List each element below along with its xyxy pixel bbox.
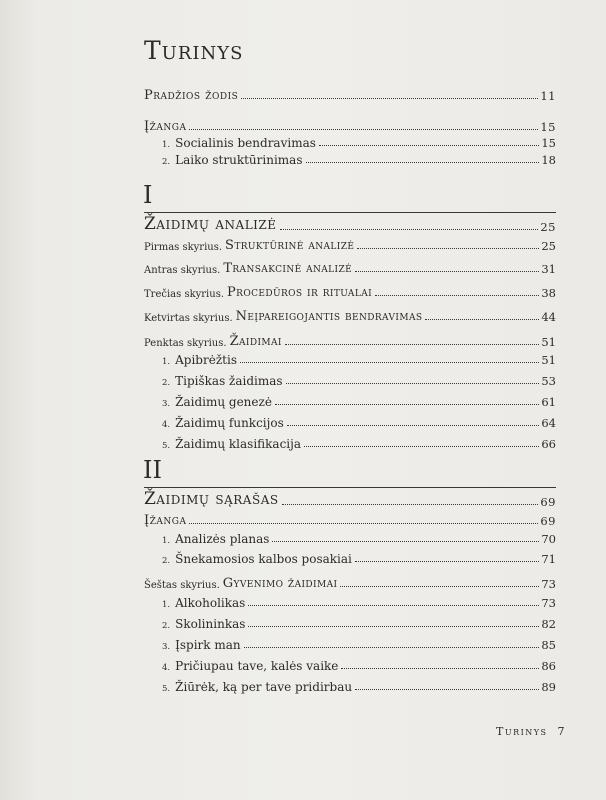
toc-subentry	[162, 374, 556, 388]
toc-entry-title: Skolininkas	[175, 617, 246, 631]
toc-subentry-number: 4.	[162, 420, 171, 430]
toc-subentry-number: 3.	[162, 642, 171, 652]
leader-dots	[319, 144, 539, 146]
leader-dots	[240, 361, 539, 363]
toc-entry-title: Įžanga	[144, 513, 187, 528]
chapter-title: Žaidimai	[229, 334, 282, 349]
toc-subentry-number: 2.	[162, 157, 171, 167]
toc-entry-page: 51	[541, 353, 556, 367]
toc-entry-title: Pričiupau tave, kalės vaike	[175, 659, 339, 673]
leader-dots	[355, 688, 539, 690]
toc-chapter	[144, 285, 556, 300]
leader-dots	[282, 503, 539, 505]
leader-dots	[340, 585, 539, 587]
toc-entry-title: Įspirk man	[175, 638, 241, 652]
chapter-prefix: Šeštas skyrius.	[144, 580, 220, 591]
leader-dots	[304, 445, 539, 447]
toc-entry-page: 89	[541, 680, 556, 694]
toc-entry-page: 25	[541, 239, 556, 253]
part-title: Žaidimų sąrašas	[144, 489, 279, 509]
toc-subentry-number: 5.	[162, 441, 171, 451]
toc-entry-page: 38	[541, 286, 556, 300]
chapter-title: Gyvenimo žaidimai	[222, 576, 338, 591]
leader-dots	[355, 560, 539, 562]
leader-dots	[355, 270, 539, 272]
toc-entry-title: Alkoholikas	[175, 596, 246, 610]
chapter-title: Struktūrinė analizė	[225, 238, 355, 253]
leader-dots	[189, 522, 538, 524]
toc-subentry	[162, 353, 556, 367]
chapter-prefix: Pirmas skyrius.	[144, 242, 223, 253]
leader-dots	[248, 604, 539, 606]
toc-subentry-number: 1.	[162, 600, 171, 610]
toc-entry-page: 82	[541, 617, 556, 631]
toc-entry-title: Analizės planas	[175, 532, 270, 546]
toc-subentry	[162, 638, 556, 652]
leader-dots	[375, 294, 539, 296]
toc-entry-page: 15	[541, 136, 556, 150]
toc-entry-page: 66	[541, 437, 556, 451]
toc-entry-title: Pradžios žodis	[144, 88, 239, 103]
leader-dots	[285, 343, 539, 345]
toc-subentry	[162, 617, 556, 631]
toc-entry-title: Žaidimų klasifikacija	[175, 437, 302, 451]
toc-entry	[144, 513, 556, 528]
toc-subentry	[162, 416, 556, 430]
leader-dots	[306, 161, 540, 163]
leader-dots	[286, 382, 540, 384]
leader-dots	[425, 318, 539, 320]
part-title-line	[144, 489, 556, 509]
part-rule	[144, 212, 556, 213]
part-title-line	[144, 214, 556, 234]
chapter-prefix: Trečias skyrius.	[144, 289, 225, 300]
running-footer	[496, 725, 566, 738]
page-number: 7	[557, 725, 567, 738]
toc-entry-title: Žiūrėk, ką per tave pridirbau	[175, 680, 353, 694]
toc-subentry-number: 1.	[162, 140, 171, 150]
leader-dots	[244, 646, 540, 648]
toc-subentry	[162, 136, 556, 150]
footer-label: Turinys	[496, 725, 548, 738]
leader-dots	[357, 247, 539, 249]
toc-entry-page: 85	[541, 638, 556, 652]
leader-dots	[272, 540, 539, 542]
toc-entry-page: 73	[541, 596, 556, 610]
toc-entry-page: 71	[541, 552, 556, 566]
leader-dots	[189, 128, 538, 130]
toc-entry-title: Laiko struktūrinimas	[175, 153, 303, 167]
toc-subentry-number: 2.	[162, 378, 171, 388]
part-title: Žaidimų analizė	[144, 214, 277, 234]
toc-subentry-number: 3.	[162, 399, 171, 409]
toc-subentry-number: 5.	[162, 684, 171, 694]
toc-entry	[144, 88, 556, 103]
toc-subentry	[162, 437, 556, 451]
toc-chapter	[144, 238, 556, 253]
toc-subentry-number: 1.	[162, 357, 171, 367]
chapter-title: Procedūros ir ritualai	[227, 285, 373, 300]
toc-chapter	[144, 309, 556, 324]
part-number: II	[143, 456, 162, 484]
toc-subentry	[162, 532, 556, 546]
toc-entry-page: 69	[540, 514, 556, 528]
toc-entry-page: 64	[541, 416, 556, 430]
toc-entry-title: Socialinis bendravimas	[175, 136, 316, 150]
toc-subentry	[162, 153, 556, 167]
chapter-title: Transakcinė analizė	[223, 261, 353, 276]
toc-entry-page: 73	[541, 577, 556, 591]
toc-entry-title: Apibrėžtis	[175, 353, 237, 367]
toc-subentry	[162, 659, 556, 673]
toc-entry-page: 25	[540, 220, 556, 234]
toc-subentry-number: 2.	[162, 621, 171, 631]
toc-entry-title: Šnekamosios kalbos posakiai	[175, 552, 352, 566]
toc-chapter	[144, 576, 556, 591]
part-number: I	[143, 181, 153, 209]
page-title: Turinys	[144, 36, 244, 65]
chapter-prefix: Antras skyrius.	[144, 265, 221, 276]
toc-entry-page: 86	[541, 659, 556, 673]
toc-subentry	[162, 552, 556, 566]
leader-dots	[248, 625, 539, 627]
leader-dots	[280, 228, 539, 230]
toc-entry-page: 11	[540, 89, 556, 103]
leader-dots	[287, 424, 540, 426]
toc-chapter	[144, 261, 556, 276]
toc-entry-page: 44	[541, 310, 556, 324]
toc-entry	[144, 119, 556, 134]
leader-dots	[275, 403, 539, 405]
toc-entry-page: 15	[540, 120, 556, 134]
toc-entry-page: 69	[540, 495, 556, 509]
chapter-prefix: Ketvirtas skyrius.	[144, 313, 233, 324]
toc-chapter	[144, 334, 556, 349]
toc-subentry	[162, 596, 556, 610]
toc-entry-title: Tipiškas žaidimas	[175, 374, 283, 388]
toc-subentry-number: 4.	[162, 663, 171, 673]
toc-subentry	[162, 680, 556, 694]
part-rule	[144, 487, 556, 488]
toc-subentry-number: 2.	[162, 556, 171, 566]
toc-entry-title: Įžanga	[144, 119, 187, 134]
toc-entry-page: 53	[541, 374, 556, 388]
toc-subentry	[162, 395, 556, 409]
toc-entry-title: Žaidimų genezė	[175, 395, 272, 409]
toc-entry-page: 70	[541, 532, 556, 546]
chapter-prefix: Penktas skyrius.	[144, 338, 227, 349]
chapter-title: Neįpareigojantis bendravimas	[235, 309, 423, 324]
toc-entry-page: 51	[541, 335, 556, 349]
toc-entry-page: 18	[541, 153, 556, 167]
toc-entry-title: Žaidimų funkcijos	[175, 416, 284, 430]
toc-subentry-number: 1.	[162, 536, 171, 546]
toc-entry-page: 61	[541, 395, 556, 409]
leader-dots	[341, 667, 539, 669]
toc-entry-page: 31	[541, 262, 556, 276]
leader-dots	[241, 97, 538, 99]
